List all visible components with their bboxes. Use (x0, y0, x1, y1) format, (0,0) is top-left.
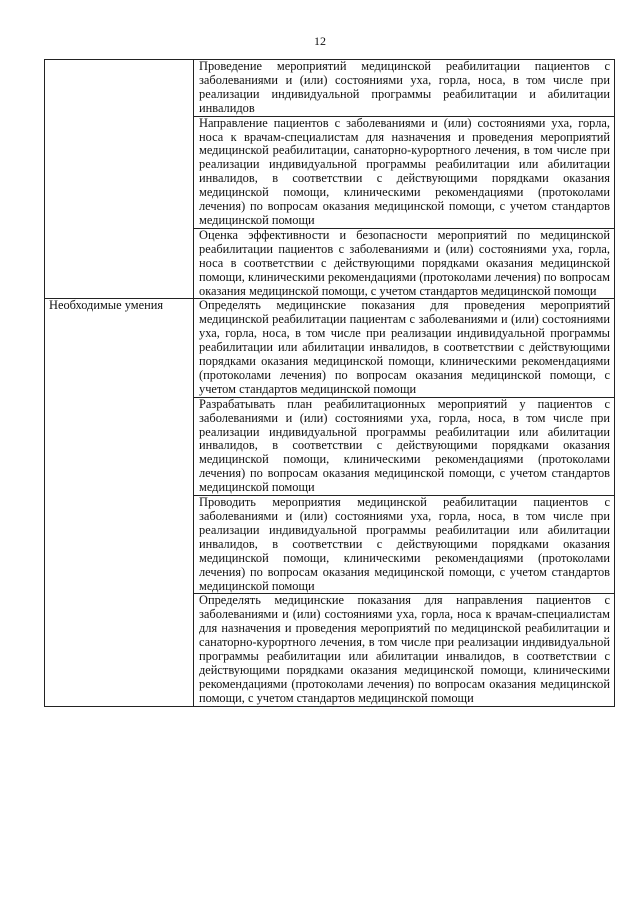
labor-functions-table (44, 59, 615, 707)
row-text-cell (194, 60, 615, 117)
row-text: Оценка эффективности и безопасности мероприятий по медицинской реабилитации пациентов с заболеваниями и (или) состояниями уха, горла, носа в соответствии с действующими порядками оказания медицинской помощи, клиническими рекомендациями (протоколами лечения) по вопросам оказания медицинской помощи, с учетом стандартов медицинской помощи (199, 227, 610, 298)
row-text: Проведение мероприятий медицинской реабилитации пациентов с заболеваниями и (или) состояниями уха, горла, носа, в том числе при реализации индивидуальной программы реабилитации и абилитации инвалидов (199, 59, 610, 115)
row-label-cell: Необходимые умения (45, 299, 194, 706)
table-row (45, 299, 615, 397)
row-text: Проводить мероприятия медицинской реабилитации пациентов с заболеваниями и (или) состояниями уха, горла, носа, в том числе при реализации индивидуальной программы реабилитации или абилитации инвалидов, в соответствии с действующими порядками оказания медицинской помощи, клиническими рекомендациями (протоколами лечения) по вопросам оказания медицинской помощи, с учетом стандартов медицинской помощи (199, 495, 610, 593)
row-text: Направление пациентов с заболеваниями и (или) состояниями уха, горла, носа к врачам-специалистам для назначения и проведения мероприятий медицинской реабилитации, санаторно-курортного лечения, в том числе при реализации индивидуальной программы реабилитации или абилитации инвалидов, в соответствии с действующими порядками оказания медицинской помощи, клиническими рекомендациями (протоколами лечения) по вопросам оказания медицинской помощи, с учетом стандартов медицинской помощи (199, 115, 610, 227)
page-number: 12 (314, 34, 326, 48)
row-text: Разрабатывать план реабилитационных мероприятий у пациентов с заболеваниями и (или) состояниями уха, горла, носа, в том числе при реализации индивидуальной программы реабилитации или абилитации инвалидов, в соответствии с действующими порядками оказания медицинской помощи, клиническими рекомендациями (протоколами лечения) по вопросам оказания медицинской помощи, с учетом стандартов медицинской помощи (199, 396, 610, 495)
row-text-cell (194, 397, 615, 495)
row-text: Определять медицинские показания для направления пациентов с заболеваниями и (или) состояниями уха, горла, носа к врачам-специалистам для назначения и проведения мероприятий по медицинской реабилитации и санаторно-курортного лечения, в том числе при реализации индивидуальной программы реабилитации или абилитации инвалидов, в соответствии с действующими порядками оказания медицинской помощи, клиническими рекомендациями (протоколами лечения) по вопросам оказания медицинской помощи, с учетом стандартов медицинской помощи (199, 593, 610, 705)
row-text-cell (194, 594, 615, 706)
row-label-cell (45, 60, 194, 299)
row-text-cell (194, 116, 615, 228)
row-text-cell (194, 299, 615, 397)
row-text-cell (194, 228, 615, 299)
row-text: Определять медицинские показания для проведения мероприятий медицинской реабилитации пациентам с заболеваниями и (или) состояниями уха, горла, носа, в том числе при реализации индивидуальной программы реабилитации или абилитации инвалидов, в соответствии с действующими порядками оказания медицинской помощи, клиническими рекомендациями (протоколами лечения) по вопросам оказания медицинской помощи, с учетом стандартов медицинской помощи (199, 298, 610, 396)
table-row (45, 60, 615, 117)
row-text-cell (194, 496, 615, 594)
